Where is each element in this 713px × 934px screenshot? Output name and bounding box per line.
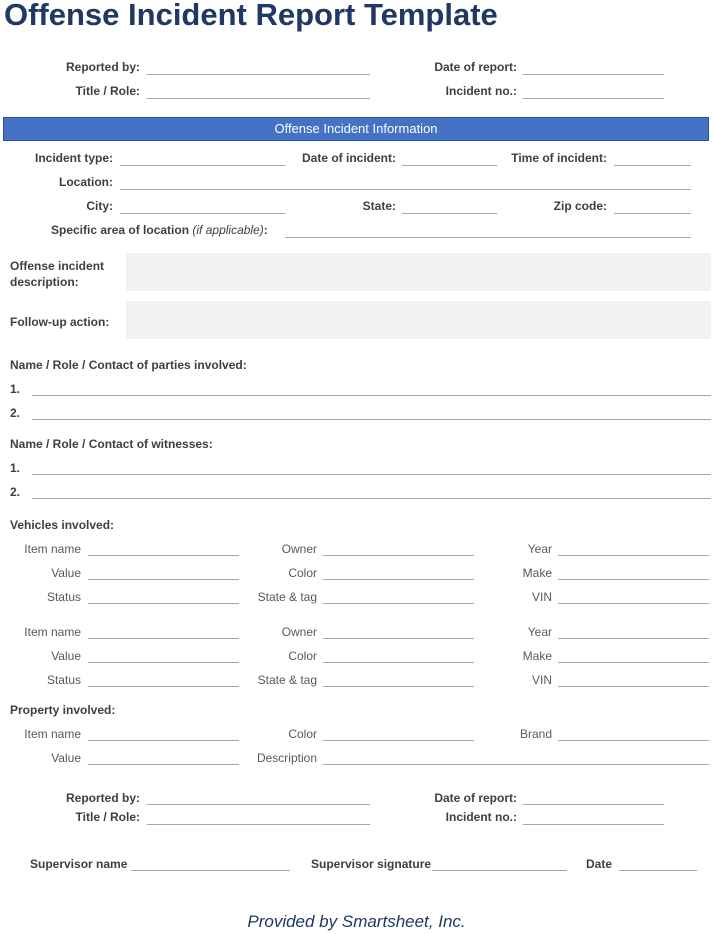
vehicle-1-status-field[interactable] xyxy=(88,603,239,604)
vehicle-1-value-label: Value xyxy=(51,566,81,580)
incident-no-field[interactable] xyxy=(523,98,664,99)
reported-by-field[interactable] xyxy=(147,74,370,75)
supervisor-date-label: Date xyxy=(586,857,613,871)
witnesses-heading: Name / Role / Contact of witnesses: xyxy=(10,437,213,451)
vehicle-1-vin-label: VIN xyxy=(531,590,552,604)
vehicle-2-year-label: Year xyxy=(527,625,552,639)
page-title: Offense Incident Report Template xyxy=(4,0,498,32)
witness-number-1: 1. xyxy=(10,461,21,475)
vehicle-1-vin-field[interactable] xyxy=(558,603,709,604)
property-value-field[interactable] xyxy=(88,764,239,765)
vehicle-2-year-field[interactable] xyxy=(558,638,709,639)
footer-title-role-label: Title / Role: xyxy=(75,810,140,824)
vehicle-2-value-label: Value xyxy=(51,649,81,663)
vehicles-heading: Vehicles involved: xyxy=(10,518,115,532)
specific-area-label: Specific area of location (if applicable): xyxy=(51,223,268,237)
vehicle-2-state-tag-label: State & tag xyxy=(257,673,317,687)
party-number-1: 1. xyxy=(10,382,21,396)
vehicle-2-make-field[interactable] xyxy=(558,662,709,663)
vehicle-1-state-tag-field[interactable] xyxy=(323,603,474,604)
vehicle-1-make-field[interactable] xyxy=(558,579,709,580)
zip-code-field[interactable] xyxy=(614,213,691,214)
vehicle-1-state-tag-label: State & tag xyxy=(257,590,317,604)
footer-reported-by-label: Reported by: xyxy=(65,791,140,805)
witness-2-field[interactable] xyxy=(32,498,711,499)
date-of-incident-field[interactable] xyxy=(402,165,497,166)
parties-heading: Name / Role / Contact of parties involved: xyxy=(10,358,247,372)
vehicle-2-owner-label: Owner xyxy=(281,625,317,639)
date-of-report-label: Date of report: xyxy=(434,60,517,74)
footer-date-of-report-field[interactable] xyxy=(523,804,664,805)
vehicle-1-color-field[interactable] xyxy=(323,579,474,580)
vehicle-2-owner-field[interactable] xyxy=(323,638,474,639)
incident-no-label: Incident no.: xyxy=(445,84,517,98)
location-label: Location: xyxy=(59,175,113,189)
vehicle-2-status-field[interactable] xyxy=(88,686,239,687)
offense-description-label: Offense incident description: xyxy=(10,259,105,289)
property-color-label: Color xyxy=(288,727,317,741)
vehicle-2-item-name-field[interactable] xyxy=(88,638,239,639)
vehicle-1-owner-label: Owner xyxy=(281,542,317,556)
time-of-incident-label: Time of incident: xyxy=(511,151,607,165)
location-field[interactable] xyxy=(120,189,691,190)
witness-1-field[interactable] xyxy=(32,474,711,475)
property-value-label: Value xyxy=(51,751,81,765)
property-color-field[interactable] xyxy=(323,740,474,741)
specific-area-field[interactable] xyxy=(285,237,691,238)
vehicle-2-state-tag-field[interactable] xyxy=(323,686,474,687)
vehicle-1-item-name-label: Item name xyxy=(24,542,81,556)
vehicle-1-year-label: Year xyxy=(527,542,552,556)
vehicle-2-status-label: Status xyxy=(46,673,81,687)
property-item-name-field[interactable] xyxy=(88,740,239,741)
vehicle-2-color-label: Color xyxy=(288,649,317,663)
vehicle-1-owner-field[interactable] xyxy=(323,555,474,556)
supervisor-name-field[interactable] xyxy=(131,870,290,871)
vehicle-2-vin-field[interactable] xyxy=(558,686,709,687)
vehicle-2-vin-label: VIN xyxy=(531,673,552,687)
time-of-incident-field[interactable] xyxy=(614,165,691,166)
state-field[interactable] xyxy=(402,213,497,214)
title-role-label: Title / Role: xyxy=(75,84,140,98)
incident-type-field[interactable] xyxy=(120,165,285,166)
title-role-field[interactable] xyxy=(147,98,370,99)
supervisor-signature-label: Supervisor signature xyxy=(311,857,432,871)
follow-up-box[interactable] xyxy=(126,301,711,339)
incident-type-label: Incident type: xyxy=(34,151,113,165)
reported-by-label: Reported by: xyxy=(65,60,140,74)
footer-date-of-report-label: Date of report: xyxy=(434,791,517,805)
witness-number-2: 2. xyxy=(10,485,21,499)
supervisor-signature-field[interactable] xyxy=(432,870,567,871)
footer-reported-by-field[interactable] xyxy=(147,804,370,805)
footer-incident-no-label: Incident no.: xyxy=(445,810,517,824)
property-brand-label: Brand xyxy=(519,727,552,741)
vehicle-1-value-field[interactable] xyxy=(88,579,239,580)
property-heading: Property involved: xyxy=(10,703,116,717)
section-banner: Offense Incident Information xyxy=(3,117,709,141)
state-label: State: xyxy=(362,199,396,213)
offense-description-box[interactable] xyxy=(126,253,711,291)
vehicle-2-make-label: Make xyxy=(522,649,552,663)
vehicle-1-color-label: Color xyxy=(288,566,317,580)
party-2-field[interactable] xyxy=(32,419,711,420)
footer-title-role-field[interactable] xyxy=(147,824,370,825)
property-description-label: Description xyxy=(256,751,317,765)
property-description-field[interactable] xyxy=(323,764,709,765)
vehicle-1-year-field[interactable] xyxy=(558,555,709,556)
vehicle-1-item-name-field[interactable] xyxy=(88,555,239,556)
property-brand-field[interactable] xyxy=(558,740,709,741)
footer-incident-no-field[interactable] xyxy=(523,824,664,825)
date-of-incident-label: Date of incident: xyxy=(301,151,396,165)
provided-by-text: Provided by Smartsheet, Inc. xyxy=(247,912,466,931)
city-field[interactable] xyxy=(120,213,285,214)
supervisor-name-label: Supervisor name xyxy=(30,857,128,871)
follow-up-label: Follow-up action: xyxy=(10,315,110,329)
vehicle-1-make-label: Make xyxy=(522,566,552,580)
party-1-field[interactable] xyxy=(32,395,711,396)
zip-code-label: Zip code: xyxy=(553,199,607,213)
vehicle-1-status-label: Status xyxy=(46,590,81,604)
supervisor-date-field[interactable] xyxy=(619,870,697,871)
vehicle-2-item-name-label: Item name xyxy=(24,625,81,639)
date-of-report-field[interactable] xyxy=(523,74,664,75)
vehicle-2-value-field[interactable] xyxy=(88,662,239,663)
vehicle-2-color-field[interactable] xyxy=(323,662,474,663)
city-label: City: xyxy=(86,199,113,213)
property-item-name-label: Item name xyxy=(24,727,81,741)
party-number-2: 2. xyxy=(10,406,21,420)
